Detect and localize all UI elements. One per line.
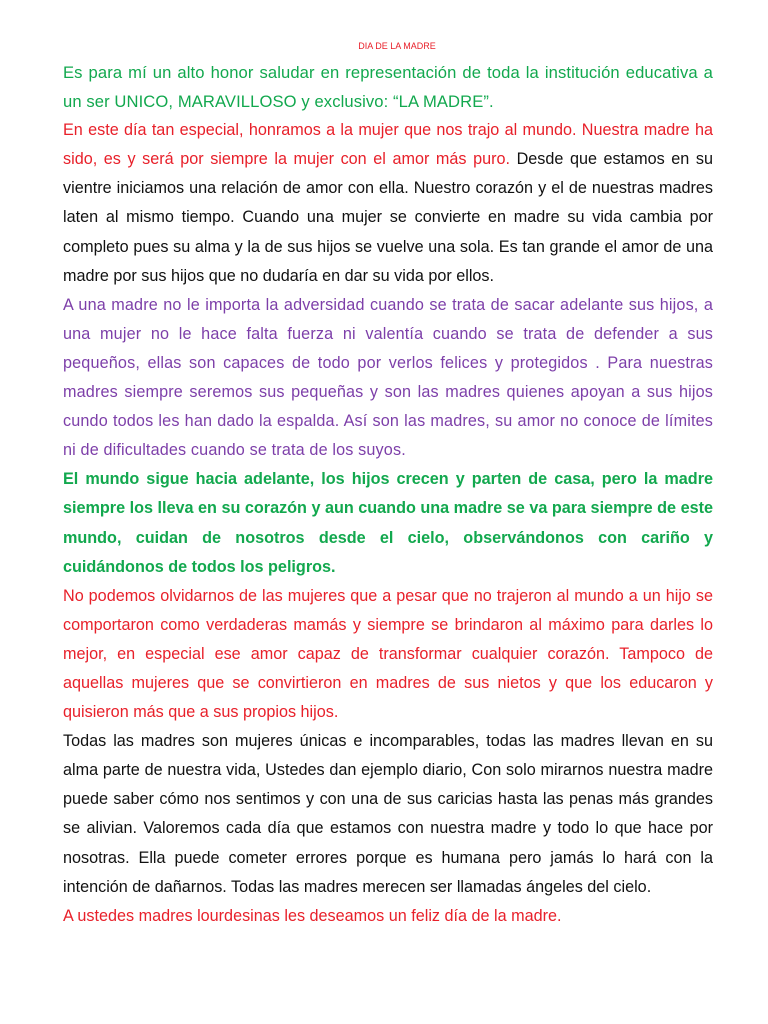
paragraph-closing-wish: A ustedes madres lourdesinas les deseamos un feliz día de la madre. (63, 906, 562, 925)
document-body (63, 58, 713, 931)
paragraph-unique-mothers: Todas las madres son mujeres únicas e incomparables, todas las madres llevan en su alma parte de nuestra vida, Ustedes dan ejemplo diario, Con solo mirarnos nuestra madre puede saber cómo nos sentimos y con una de sus caricias hasta las penas más grandes se alivian. Valoremos cada día que estamos con nuestra madre y todo lo que hace por nosotras. Ella puede cometer errores porque es humana pero jamás lo hará con la intención de dañarnos. Todas las madres merecen ser llamadas ángeles del cielo. (63, 732, 713, 896)
paragraph-other-mothers: No podemos olvidarnos de las mujeres que a pesar que no trajeron al mundo a un hijo se comportaron como verdaderas mamás y siempre se brindaron al máximo para darles lo mejor, en especial ese amor capaz de transformar cualquier corazón. Tampoco de aquellas mujeres que se convirtieron en madres de sus nietos y que los educaron y quisieron más que a sus propios hijos. (63, 586, 713, 722)
paragraph-special-day (63, 116, 713, 291)
paragraph-special-day-red-text: En este día tan especial, honramos a la mujer que nos trajo al mundo. Nuestra madre ha sido, es y será por siempre la mujer con el amor más puro. (63, 121, 713, 169)
paragraph-adversity: A una madre no le importa la adversidad cuando se trata de sacar adelante sus hijos, a una mujer no le hace falta fuerza ni valentía cuando se trata de defender a sus pequeños, ellas son capaces de todo por verlos felices y protegidos . Para nuestras madres siempre seremos sus pequeñas y son las madres quienes apoyan a sus hijos cundo todos les han dado la espalda. Así son las madres, su amor no conoce de límites ni de dificultades cuando se trata de los suyos. (63, 295, 713, 460)
document-title: DIA DE LA MADRE (358, 41, 436, 51)
paragraph-world-moves-on: El mundo sigue hacia adelante, los hijos crecen y parten de casa, pero la madre siempre los lleva en su corazón y aun cuando una madre se va para siempre de este mundo, cuidan de nosotros desde el cielo, observándonos con cariño y cuidándonos de todos los peligros. (63, 470, 713, 576)
paragraph-special-day-black-text: Desde que estamos en su vientre iniciamos una relación de amor con ella. Nuestro corazón y el de nuestras madres laten al mismo tiempo. Cuando una mujer se convierte en madre su vida cambia por completo pues su alma y la de sus hijos se vuelve una sola. Es tan grande el amor de una madre por sus hijos que no dudaría en dar su vida por ellos. (63, 150, 713, 285)
paragraph-greeting: Es para mí un alto honor saludar en representación de toda la institución educativa a un ser UNICO, MARAVILLOSO y exclusivo: “LA MADRE”. (63, 63, 713, 112)
